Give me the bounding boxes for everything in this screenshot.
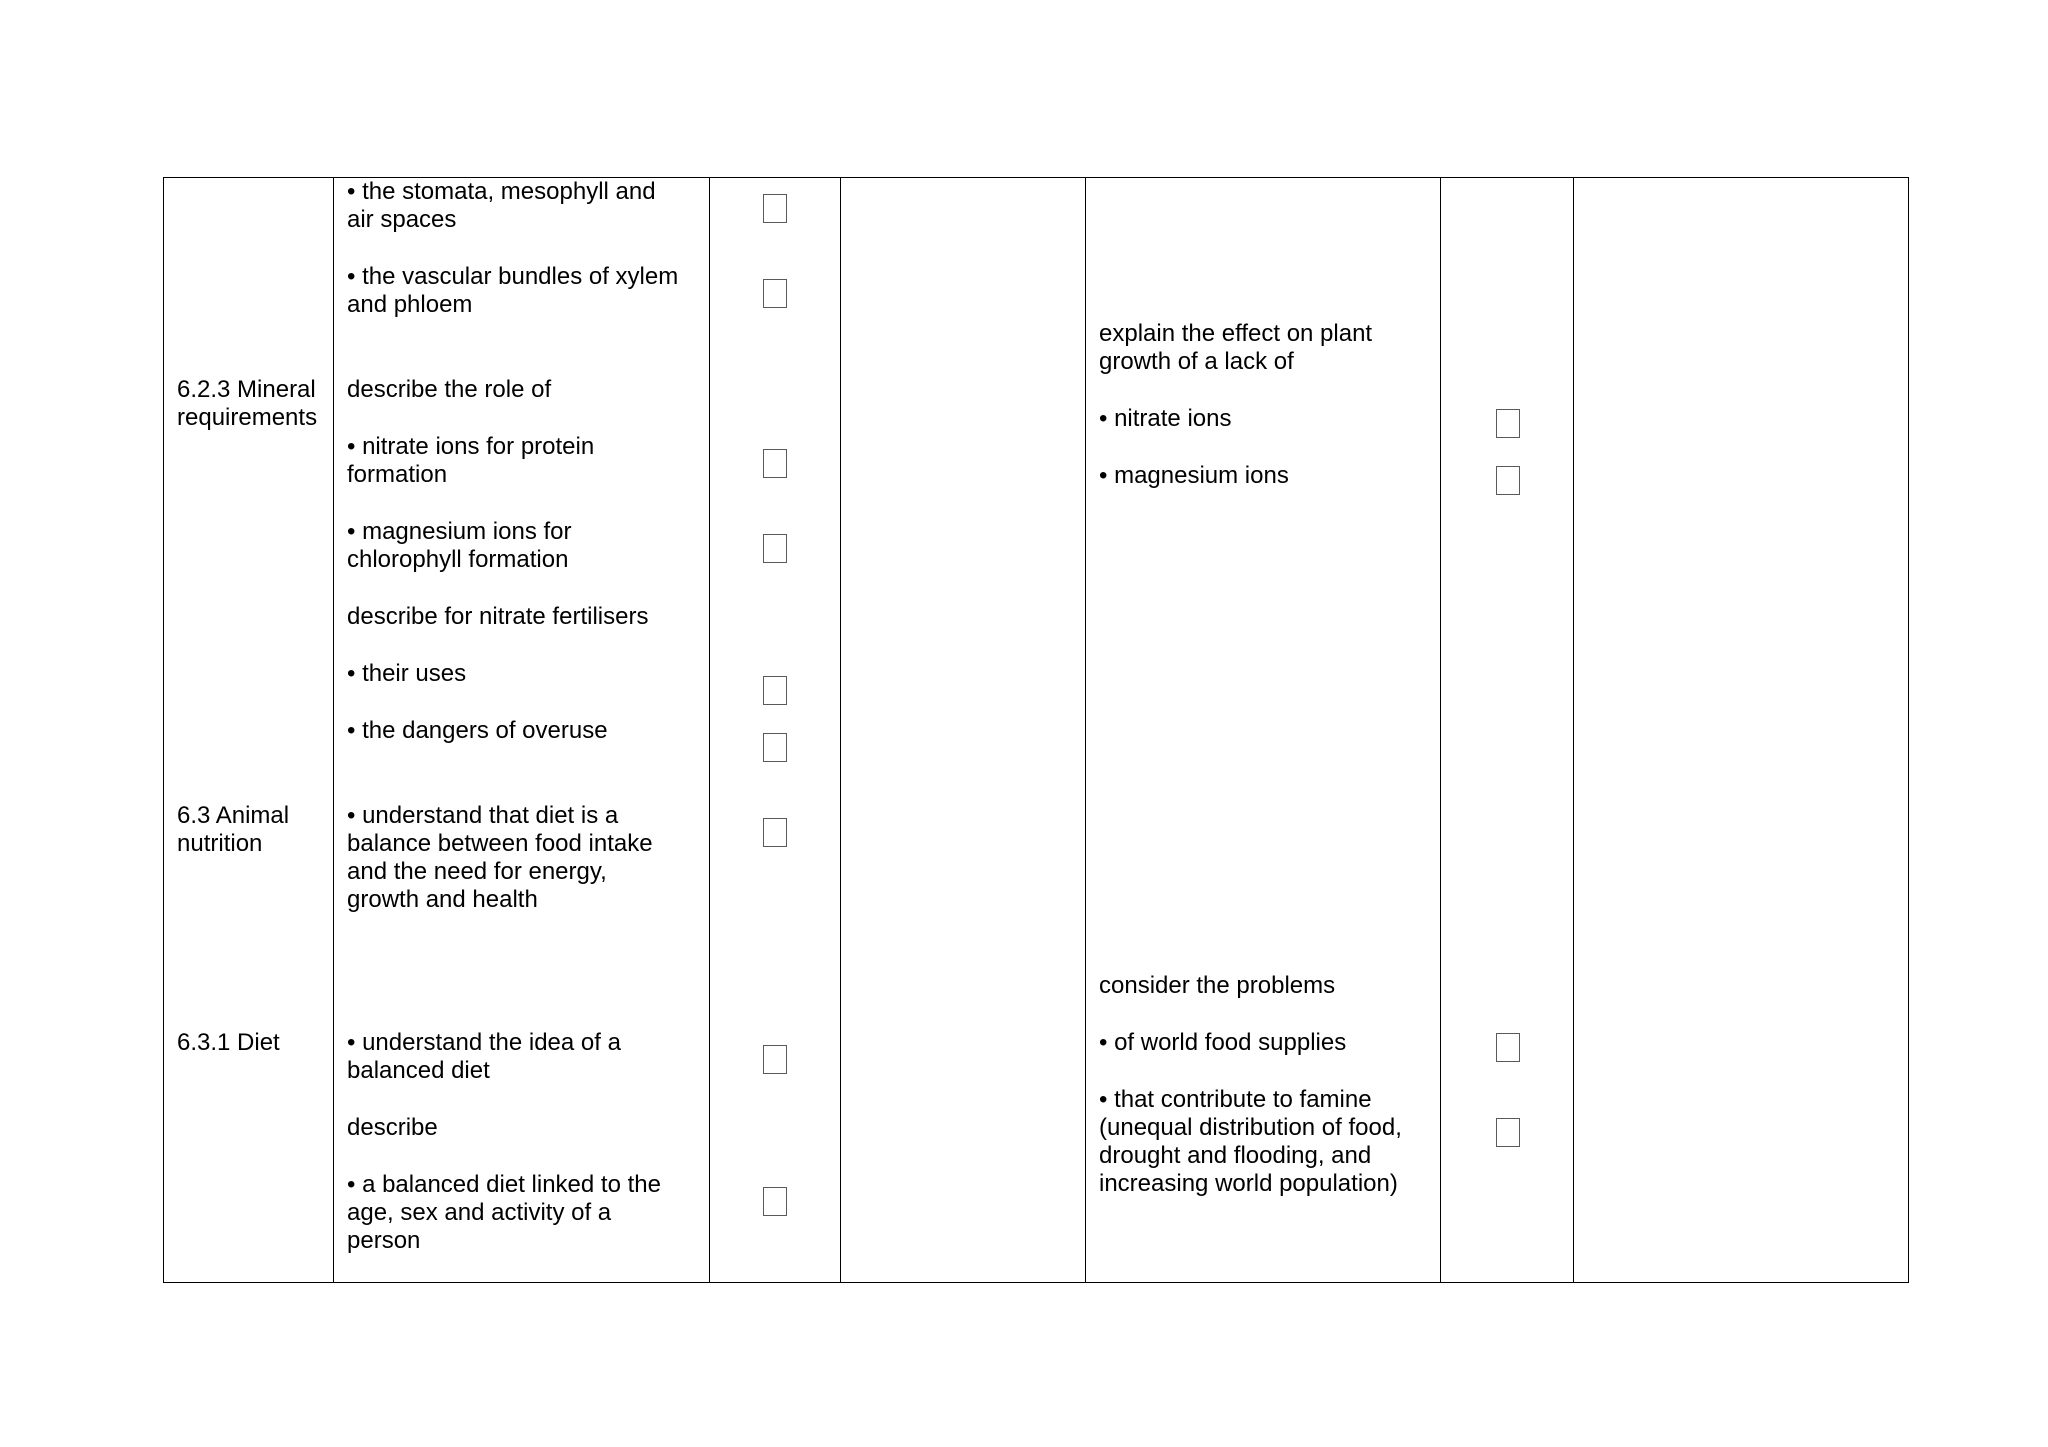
core-checkbox-stomata[interactable] xyxy=(763,194,787,223)
extended-heading-problems: consider the problems xyxy=(1099,972,1336,999)
core-item-nitrate: • nitrate ions for protein formation xyxy=(347,433,595,488)
core-item-balanced-diet-idea: • understand the idea of a balanced diet xyxy=(347,1029,621,1084)
extended-checkbox-nitrate-ions[interactable] xyxy=(1496,409,1520,438)
core-checkbox-uses[interactable] xyxy=(763,676,787,705)
extended-item-world-food: • of world food supplies xyxy=(1099,1029,1347,1056)
column-divider-extended-check xyxy=(1573,177,1574,1283)
core-checkbox-magnesium[interactable] xyxy=(763,534,787,563)
core-item-uses: • their uses xyxy=(347,660,467,687)
core-item-dangers: • the dangers of overuse xyxy=(347,717,608,744)
core-item-diet-balance: • understand that diet is a balance between food intake and the need for energy, growth and health xyxy=(347,802,653,913)
topic-diet: 6.3.1 Diet xyxy=(177,1029,280,1056)
extended-checkbox-famine[interactable] xyxy=(1496,1118,1520,1147)
core-checkbox-balanced-diet-linked[interactable] xyxy=(763,1187,787,1216)
extended-item-magnesium-ions: • magnesium ions xyxy=(1099,462,1289,489)
core-checkbox-vascular[interactable] xyxy=(763,279,787,308)
extended-item-nitrate-ions: • nitrate ions xyxy=(1099,405,1232,432)
core-checkbox-balanced-diet-idea[interactable] xyxy=(763,1045,787,1074)
core-item-vascular: • the vascular bundles of xylem and phloem xyxy=(347,263,679,318)
core-item-balanced-diet-linked: • a balanced diet linked to the age, sex and activity of a person xyxy=(347,1171,661,1254)
core-item-stomata: • the stomata, mesophyll and air spaces xyxy=(347,178,656,233)
core-heading-describe: describe xyxy=(347,1114,438,1141)
topic-mineral-requirements: 6.2.3 Mineral requirements xyxy=(177,376,318,431)
column-divider-topic xyxy=(333,177,334,1283)
core-checkbox-dangers[interactable] xyxy=(763,733,787,762)
extended-checkbox-magnesium-ions[interactable] xyxy=(1496,466,1520,495)
extended-checkbox-world-food[interactable] xyxy=(1496,1033,1520,1062)
core-item-magnesium: • magnesium ions for chlorophyll formation xyxy=(347,518,572,573)
column-divider-core-check xyxy=(840,177,841,1283)
column-divider-extended xyxy=(1440,177,1441,1283)
extended-heading-effect: explain the effect on plant growth of a lack of xyxy=(1099,320,1373,375)
topic-animal-nutrition: 6.3 Animal nutrition xyxy=(177,802,290,857)
column-divider-core xyxy=(709,177,710,1283)
column-divider-notes xyxy=(1085,177,1086,1283)
extended-item-famine: • that contribute to famine (unequal distribution of food, drought and flooding, and increasing world population) xyxy=(1099,1086,1402,1197)
core-heading-role: describe the role of xyxy=(347,376,552,403)
core-heading-fertilisers: describe for nitrate fertilisers xyxy=(347,603,649,630)
core-checkbox-nitrate[interactable] xyxy=(763,449,787,478)
core-checkbox-diet-balance[interactable] xyxy=(763,818,787,847)
